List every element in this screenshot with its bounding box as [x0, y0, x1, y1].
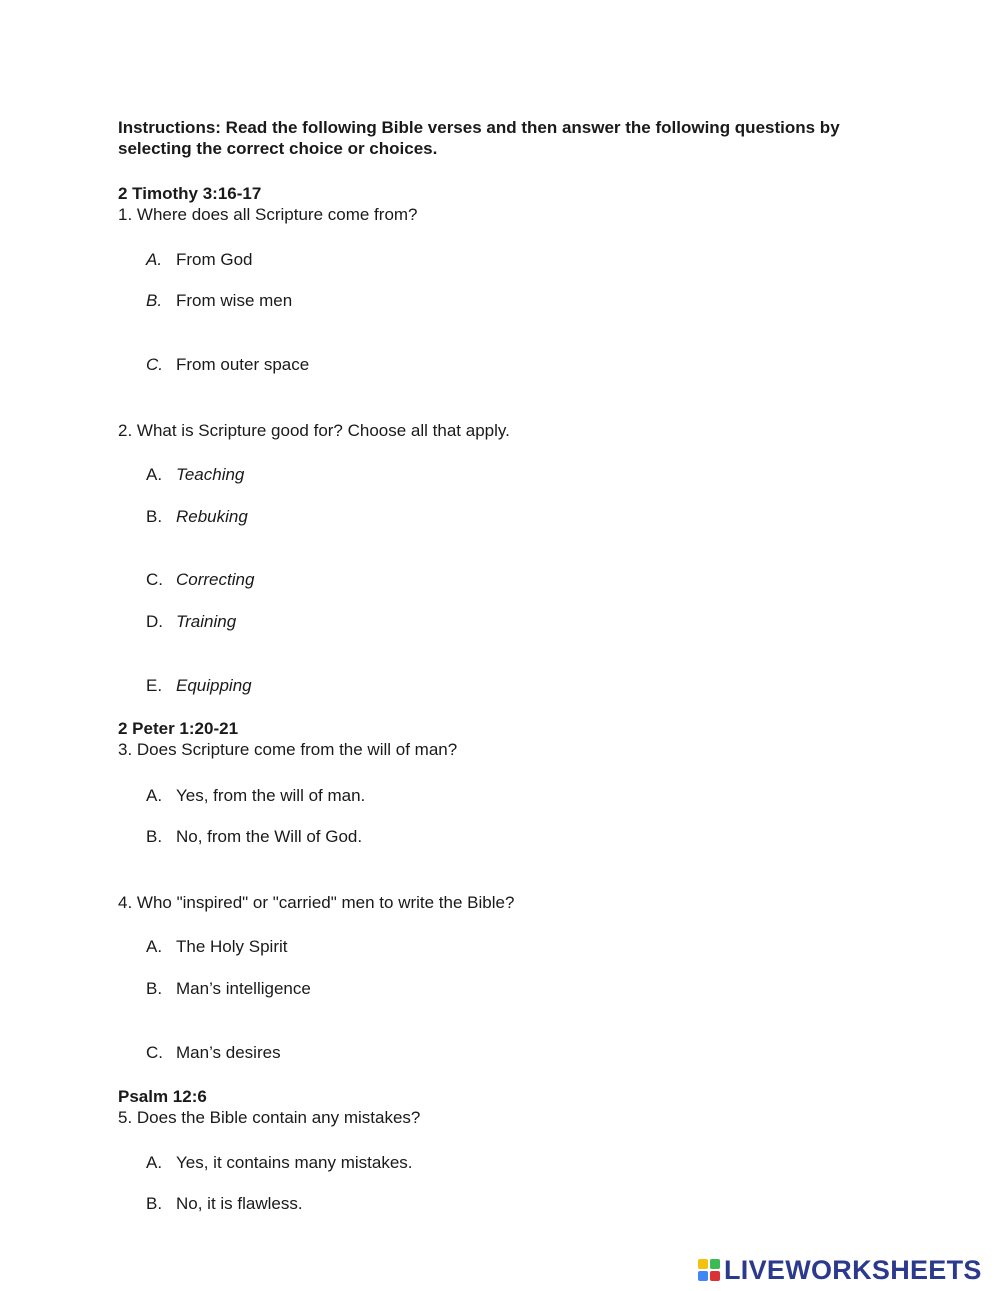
logo-square-icon: [698, 1259, 708, 1269]
option-text: The Holy Spirit: [176, 937, 288, 956]
q5-option-b[interactable]: [146, 1193, 303, 1215]
logo-square-icon: [710, 1259, 720, 1269]
q4-option-a[interactable]: [146, 936, 287, 958]
section-heading-psalm: Psalm 12:6: [118, 1087, 207, 1106]
liveworksheets-logo-icon: [698, 1259, 720, 1281]
q2-option-c[interactable]: [146, 569, 254, 591]
option-letter: A.: [146, 1153, 163, 1172]
question-3: 3. Does Scripture come from the will of man?: [118, 740, 458, 759]
q2-option-a[interactable]: [146, 464, 244, 486]
logo-square-icon: [698, 1271, 708, 1281]
option-text: Man’s intelligence: [176, 979, 311, 998]
q1-option-a[interactable]: [146, 249, 253, 271]
option-text: No, from the Will of God.: [176, 827, 363, 846]
option-letter: A.: [146, 250, 163, 269]
option-letter: C.: [146, 570, 163, 589]
option-letter: C.: [146, 355, 163, 374]
option-text: From God: [176, 250, 253, 269]
question-4: 4. Who "inspired" or "carried" men to write the Bible?: [118, 893, 515, 912]
option-text: Training: [176, 612, 237, 631]
section-heading-2-timothy: 2 Timothy 3:16-17: [118, 184, 262, 203]
logo-square-icon: [710, 1271, 720, 1281]
q3-option-b[interactable]: [146, 826, 362, 848]
option-text: From outer space: [176, 355, 310, 374]
option-text: Teaching: [176, 465, 245, 484]
option-letter: A.: [146, 786, 163, 805]
q2-option-d[interactable]: [146, 611, 236, 633]
q2-option-b[interactable]: [146, 506, 248, 528]
option-letter: B.: [146, 827, 163, 846]
option-letter: A.: [146, 937, 163, 956]
option-text: No, it is flawless.: [176, 1194, 303, 1213]
option-text: Equipping: [176, 676, 252, 695]
option-letter: B.: [146, 979, 163, 998]
option-letter: A.: [146, 465, 163, 484]
option-text: Correcting: [176, 570, 255, 589]
question-2: 2. What is Scripture good for? Choose all that apply.: [118, 421, 510, 440]
option-letter: B.: [146, 291, 163, 310]
option-letter: D.: [146, 612, 163, 631]
q1-option-b[interactable]: [146, 290, 292, 312]
question-5: 5. Does the Bible contain any mistakes?: [118, 1108, 421, 1127]
section-heading-2-peter: 2 Peter 1:20-21: [118, 719, 239, 738]
option-letter: C.: [146, 1043, 163, 1062]
option-letter: B.: [146, 507, 163, 526]
option-letter: B.: [146, 1194, 163, 1213]
q4-option-c[interactable]: [146, 1042, 281, 1064]
option-text: From wise men: [176, 291, 293, 310]
q5-option-a[interactable]: [146, 1152, 413, 1174]
instructions: Instructions: Read the following Bible verses and then answer the following questions by selecting the correct choice or choices.: [118, 118, 840, 158]
liveworksheets-logo: [698, 1254, 982, 1286]
q4-option-b[interactable]: [146, 978, 311, 1000]
option-letter: E.: [146, 676, 163, 695]
option-text: Rebuking: [176, 507, 248, 526]
question-1: 1. Where does all Scripture come from?: [118, 205, 418, 224]
option-text: Yes, from the will of man.: [176, 786, 366, 805]
option-text: Yes, it contains many mistakes.: [176, 1153, 413, 1172]
option-text: Man’s desires: [176, 1043, 281, 1062]
q2-option-e[interactable]: [146, 675, 252, 697]
logo-text: LIVEWORKSHEETS: [724, 1254, 982, 1285]
q3-option-a[interactable]: [146, 785, 365, 807]
q1-option-c[interactable]: [146, 354, 309, 376]
